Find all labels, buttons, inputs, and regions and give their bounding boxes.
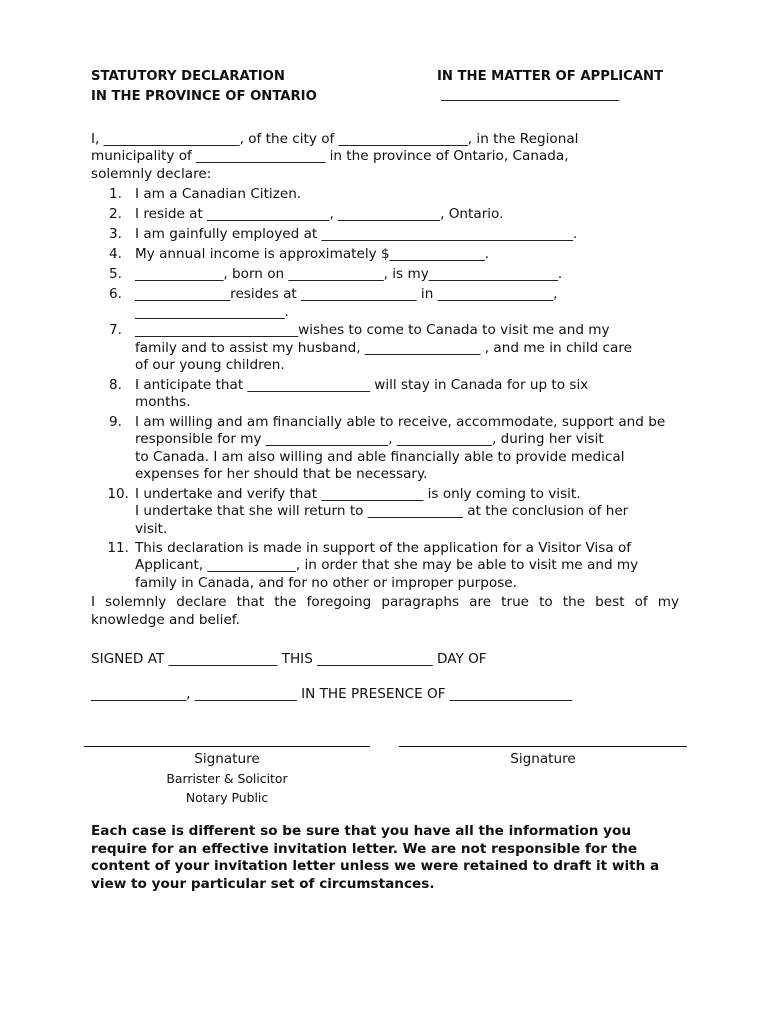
signature-line-left xyxy=(84,746,370,747)
presence-line: ______________, _______________ IN THE PRESENCE OF __________________ xyxy=(91,686,573,702)
item-number: 7. xyxy=(109,322,122,338)
item-7-line-1: ________________________wishes to come to Canada to visit me and my xyxy=(135,322,610,338)
item-11-line-2: Applicant, _____________, in order that she may be able to visit me and my xyxy=(135,557,639,573)
signature-label-left: Signature xyxy=(194,751,260,767)
item-9-line-2: responsible for my __________________, ______________, during her visit xyxy=(135,431,604,447)
item-3-line-1: I am gainfully employed at _____________________________________. xyxy=(135,226,578,242)
signed-at-line: SIGNED AT ________________ THIS _________________ DAY OF xyxy=(91,651,487,667)
item-1-line-1: I am a Canadian Citizen. xyxy=(135,186,302,202)
solemn-declaration: I solemnly declare that the foregoing paragraphs are true to the best of my knowledge and belief. xyxy=(91,594,679,628)
item-number: 10. xyxy=(107,486,129,502)
item-number: 2. xyxy=(109,206,122,222)
item-5-line-1: _____________, born on ______________, is my___________________. xyxy=(135,266,563,282)
notary-label: Notary Public xyxy=(185,790,269,805)
item-7-line-3: of our young children. xyxy=(135,357,285,373)
barrister-label: Barrister & Solicitor xyxy=(166,771,288,786)
applicant-blank: ___________________________ xyxy=(441,87,620,102)
item-number: 8. xyxy=(109,377,122,393)
matter-heading: IN THE MATTER OF APPLICANT xyxy=(437,69,664,84)
item-number: 3. xyxy=(109,226,122,242)
item-9-line-1: I am willing and am financially able to receive, accommodate, support and be xyxy=(135,414,666,430)
item-8-line-1: I anticipate that __________________ will stay in Canada for up to six xyxy=(135,377,589,393)
item-6-line-1: ______________resides at _________________ in _________________, xyxy=(135,286,558,302)
item-11-line-1: This declaration is made in support of the application for a Visitor Visa of xyxy=(135,540,632,556)
item-9-line-4: expenses for her should that be necessary. xyxy=(135,466,428,482)
item-9-line-3: to Canada. I am also willing and able financially able to provide medical xyxy=(135,449,625,465)
item-7-line-2: family and to assist my husband, _________________ , and me in child care xyxy=(135,340,633,356)
item-number: 5. xyxy=(109,266,122,282)
province-heading: IN THE PROVINCE OF ONTARIO xyxy=(91,89,317,104)
item-number: 4. xyxy=(109,246,122,262)
item-6-line-2: ______________________. xyxy=(135,304,289,320)
declaration-title: STATUTORY DECLARATION xyxy=(91,69,285,84)
item-10-line-2: I undertake that she will return to ______________ at the conclusion of her xyxy=(135,503,629,519)
item-4-line-1: My annual income is approximately $______________. xyxy=(135,246,490,262)
item-number: 9. xyxy=(109,414,122,430)
signature-line-right xyxy=(399,746,687,747)
item-10-line-3: visit. xyxy=(135,521,168,537)
item-8-line-2: months. xyxy=(135,394,191,410)
disclaimer-notice: Each case is different so be sure that you have all the information you require for an effective invitation letter. We are not responsible for the content of your invitation letter unless we were retained to draft it with a view to your particular set of circumstances. xyxy=(91,823,660,892)
item-2-line-1: I reside at __________________, _______________, Ontario. xyxy=(135,206,504,222)
signature-label-right: Signature xyxy=(510,751,576,767)
intro-line-2: municipality of ___________________ in the province of Ontario, Canada, xyxy=(91,148,569,164)
intro-line-1: I, ____________________, of the city of ___________________, in the Regional xyxy=(91,131,579,147)
item-10-line-1: I undertake and verify that _______________ is only coming to visit. xyxy=(135,486,581,502)
item-number: 6. xyxy=(109,286,122,302)
item-11-line-3: family in Canada, and for no other or improper purpose. xyxy=(135,575,517,591)
item-number: 11. xyxy=(107,540,129,556)
intro-line-3: solemnly declare: xyxy=(91,166,212,182)
item-number: 1. xyxy=(109,186,122,202)
